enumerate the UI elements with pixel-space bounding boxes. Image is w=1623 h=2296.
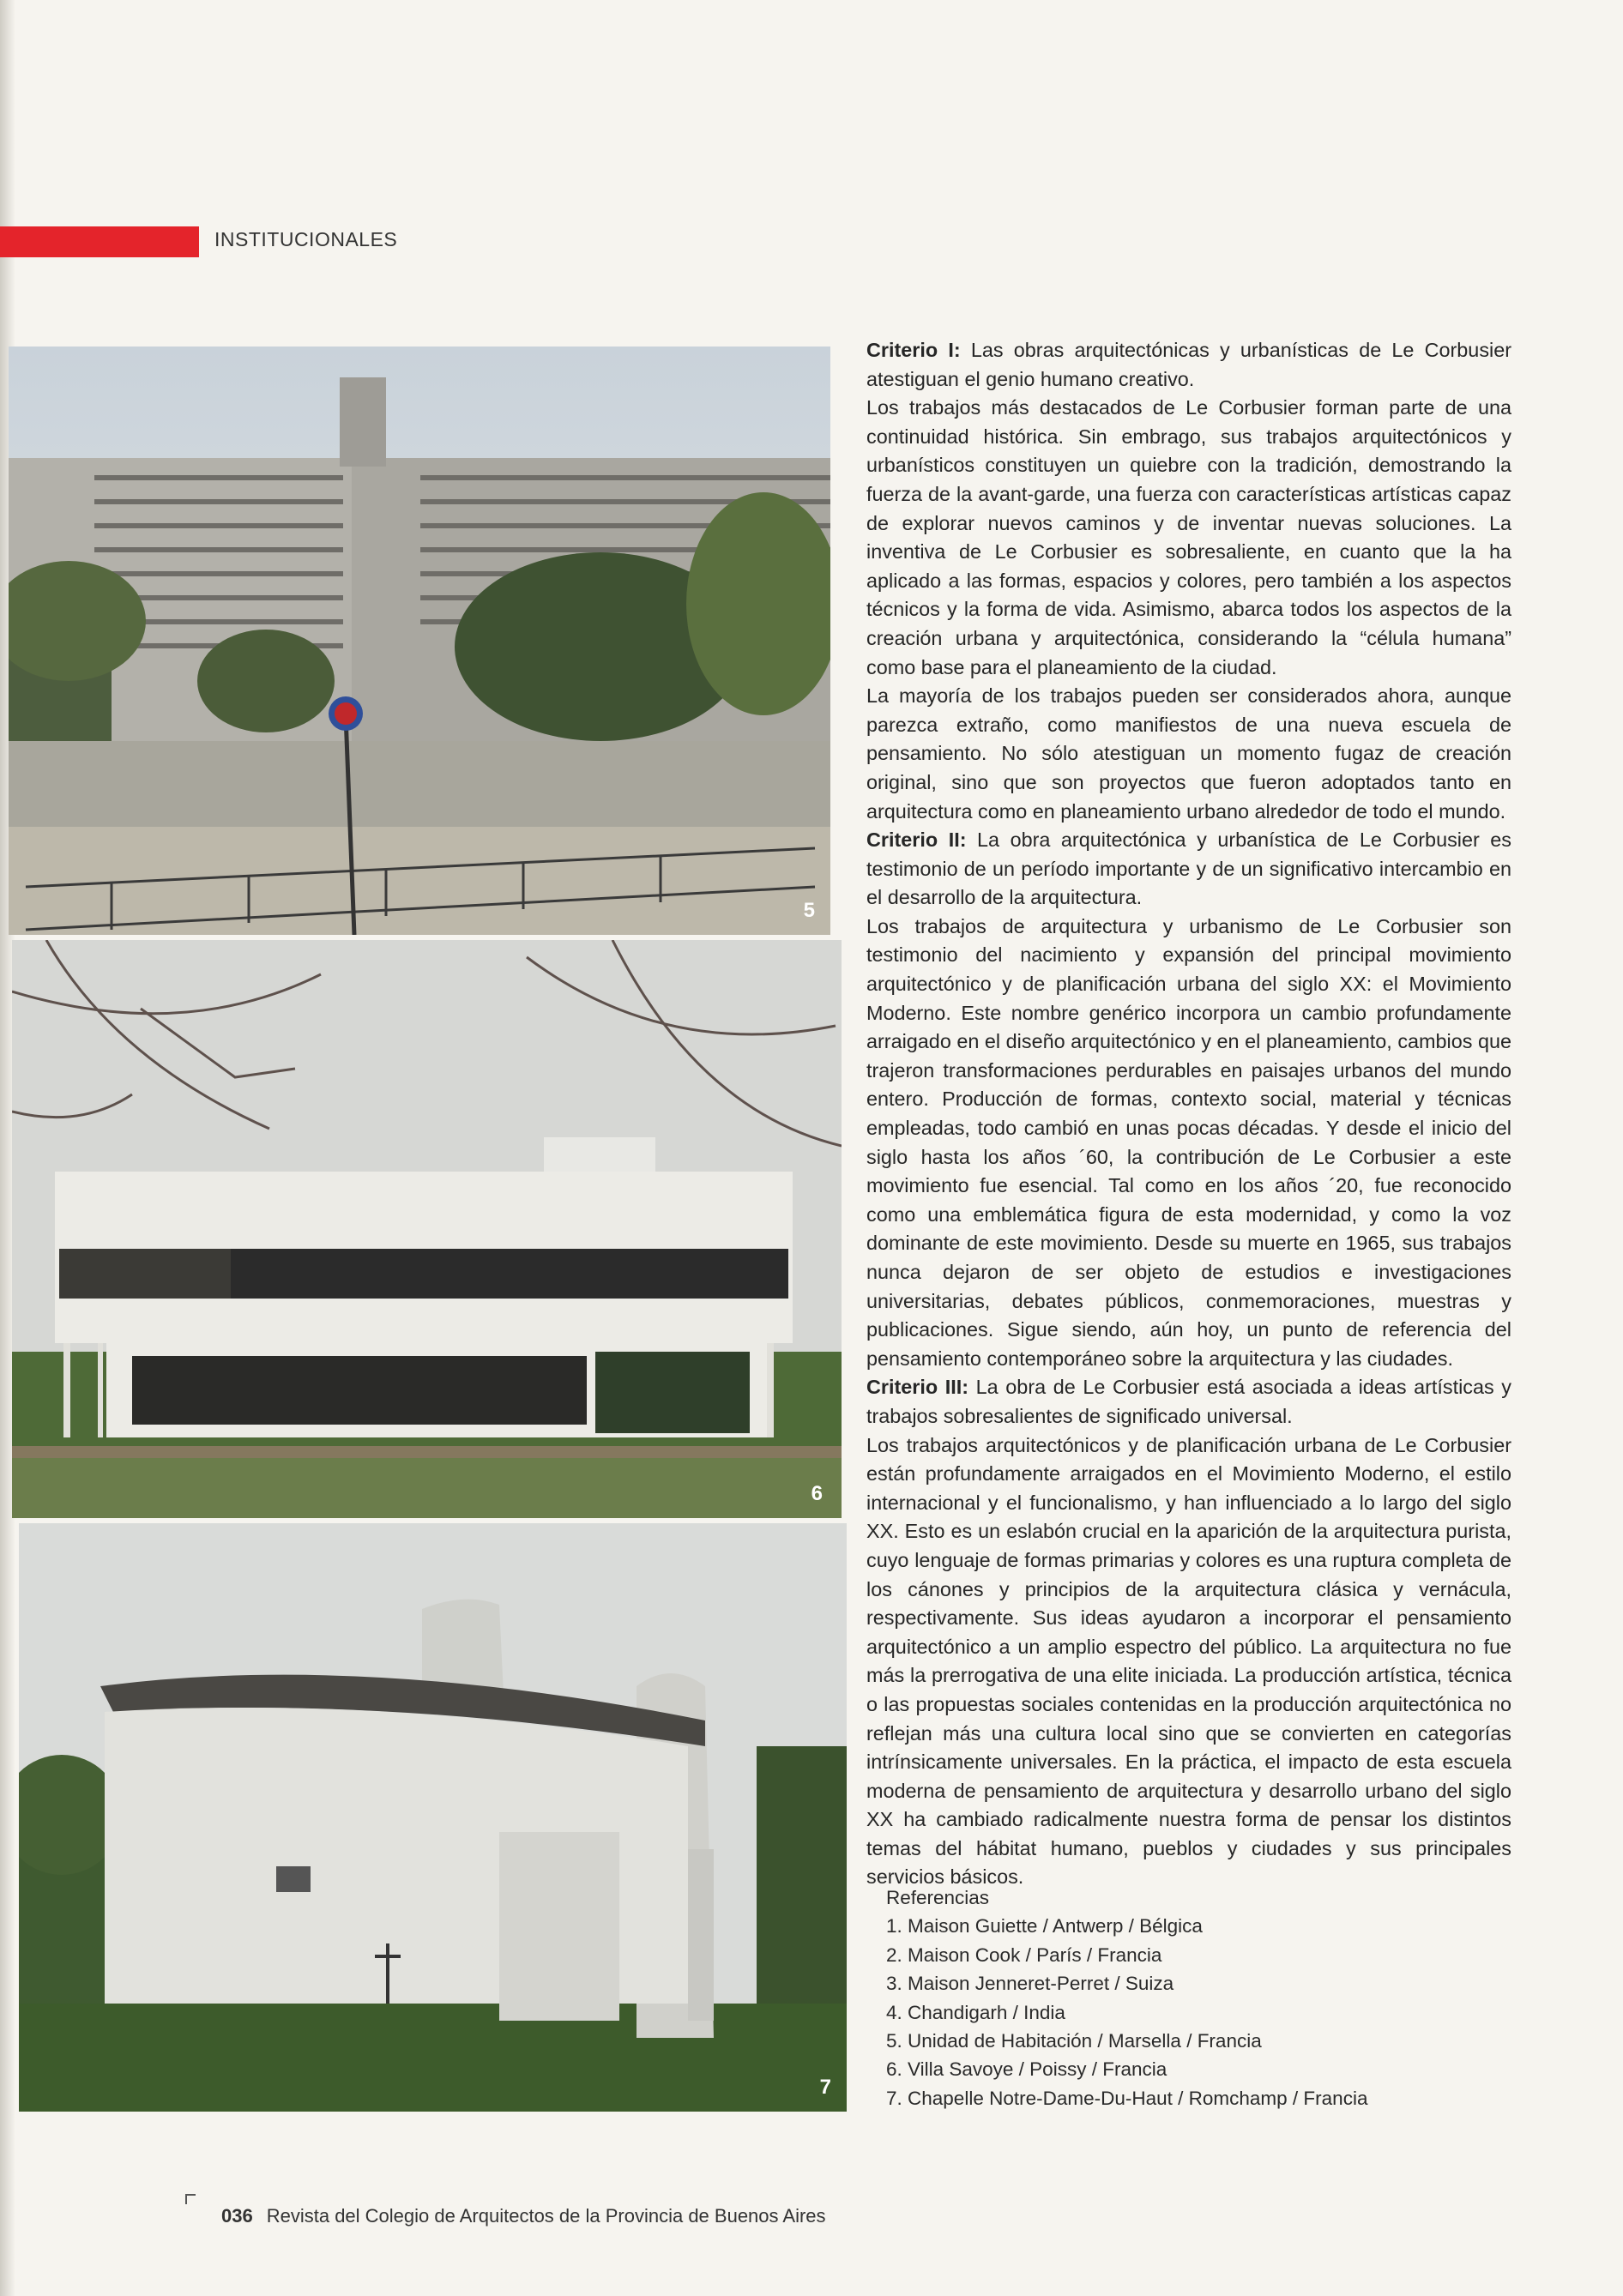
paragraph-text: La obra de Le Corbusier está asociada a ideas artísticas y trabajos sobresalientes de significado universal. [866,1376,1511,1427]
reference-item: 1. Maison Guiette / Antwerp / Bélgica [886,1915,1203,1937]
article-body [866,336,1511,1892]
paragraph [866,394,1511,682]
reference-item: 7. Chapelle Notre-Dame-Du-Haut / Romchamp / Francia [886,2087,1368,2109]
section-label: INSTITUCIONALES [214,228,398,250]
page-footer [221,2205,826,2227]
photo-number: 7 [819,2076,831,2099]
reference-item: 5. Unidad de Habitación / Marsella / Francia [886,2030,1262,2052]
criterion-label: Criterio II: [866,829,967,852]
reference-item: 6. Villa Savoye / Poissy / Francia [886,2058,1167,2081]
publication-name: Revista del Colegio de Arquitectos de la Provincia de Buenos Aires [266,2205,826,2227]
criterion-label: Criterio I: [866,339,961,361]
references-title: Referencias [886,1887,990,1908]
paragraph-text: La mayoría de los trabajos pueden ser considerados ahora, aunque parezca extraño, como manifiestos de una nueva escuela de pensamiento. No sólo atestiguan un momento fugaz de creación original, sino que son proyectos que fueron adoptados tanto en arquitectura como en planeamiento urbano alrededor de todo el mundo. [866,684,1511,823]
paragraph-text: La obra arquitectónica y urbanística de Le Corbusier es testimonio de un período importante y de un significativo intercambio en el desarrollo de la arquitectura. [866,829,1511,909]
reference-item: 4. Chandigarh / India [886,2001,1065,2023]
footer-corner-mark [185,2194,196,2204]
photo-unite-habitation [9,347,830,935]
paragraph-text: Los trabajos de arquitectura y urbanismo de Le Corbusier son testimonio del nacimiento y expansión del principal movimiento arquitectónico y de planificación urbana del siglo XX: el Movimiento Moderno. Este nombre genérico incorpora un cambio profundamente arraigado en el diseño arquitectónico y en el planeamiento, cambios que trajeron transformaciones perdurables en paisajes urbanos del mundo entero. Producción de formas, contexto social, material y técnicas empleadas, todo cambió en unas pocas décadas. Y desde el inicio del siglo hasta los años ´60, la contribución de Le Corbusier a este movimiento fue esencial. Tal como en los años ´20, fue reconocido como una emblemática figura de esta modernidad, y como la voz dominante de este movimiento. Desde su muerte en 1965, sus trabajos nunca dejaron de ser objeto de estudios e investigaciones universitarias, debates públicos, conmemoraciones, muestras y publicaciones. Sigue siendo, aún hoy, un punto de referencia del pensamiento contemporáneo sobre la arquitectura y las ciudades. [866,914,1511,1370]
section-color-bar [0,226,199,257]
photo-villa-savoye [12,940,842,1518]
photo-number: 6 [811,1482,823,1505]
paragraph [866,1373,1511,1431]
reference-item: 2. Maison Cook / París / Francia [886,1943,1162,1966]
paragraph [866,336,1511,394]
photo-number: 5 [803,899,815,922]
photo-ronchamp-chapel [19,1523,847,2112]
paragraph [866,826,1511,913]
paragraph-text: Las obras arquitectónicas y urbanísticas de Le Corbusier atestiguan el genio humano creativo. [866,339,1512,390]
paragraph [866,913,1511,1374]
references-list [886,1883,1367,2112]
criterion-label: Criterio III: [866,1376,969,1399]
paragraph [866,682,1511,826]
paragraph-text: Los trabajos más destacados de Le Corbusier forman parte de una continuidad histórica. Sin embrago, sus trabajos arquitectónicos y urbanísticos constituyen un quiebre con la tradición, demostrando la fuerza de la avant-garde, una fuerza con características artísticas capaz de explorar nuevos caminos y de inventar nuevas soluciones. La inventiva de Le Corbusier es sobresaliente, en cuanto que la ha aplicado a las formas, espacios y colores, pero también a los aspectos técnicos y la forma de vida. Asimismo, abarca todos los aspectos de la creación urbana y arquitectónica, considerando la “célula humana” como base para el planeamiento de la ciudad. [866,396,1511,678]
paragraph-text: Los trabajos arquitectónicos y de planificación urbana de Le Corbusier están profundamente arraigados en el Movimiento Moderno, el estilo internacional y el funcionalismo, y han influenciado a lo largo del siglo XX. Esto es un eslabón crucial en la aparición de la arquitectura purista, cuyo lenguaje de formas primarias y colores es una ruptura completa de los cánones y principios de la arquitectura clásica y vernácula, respectivamente. Sus ideas ayudaron a incorporar el pensamiento arquitectónico a un amplio espectro del público. La arquitectura no fue más la prerrogativa de una elite iniciada. La producción artística, técnica o las propuestas sociales contenidas en la producción arquitectónica no reflejan más una cultura local sino que se convierten en categorías intrínsicamente universales. En la práctica, el impacto de esta escuela moderna de pensamiento de arquitectura y desarrollo urbano del siglo XX ha cambiado radicalmente nuestra forma de pensar los distintos temas del hábitat humano, pueblos y ciudades y sus principales servicios básicos. [866,1433,1511,1889]
paragraph [866,1431,1511,1893]
reference-item: 3. Maison Jenneret-Perret / Suiza [886,1973,1174,1995]
page-number: 036 [221,2205,253,2227]
